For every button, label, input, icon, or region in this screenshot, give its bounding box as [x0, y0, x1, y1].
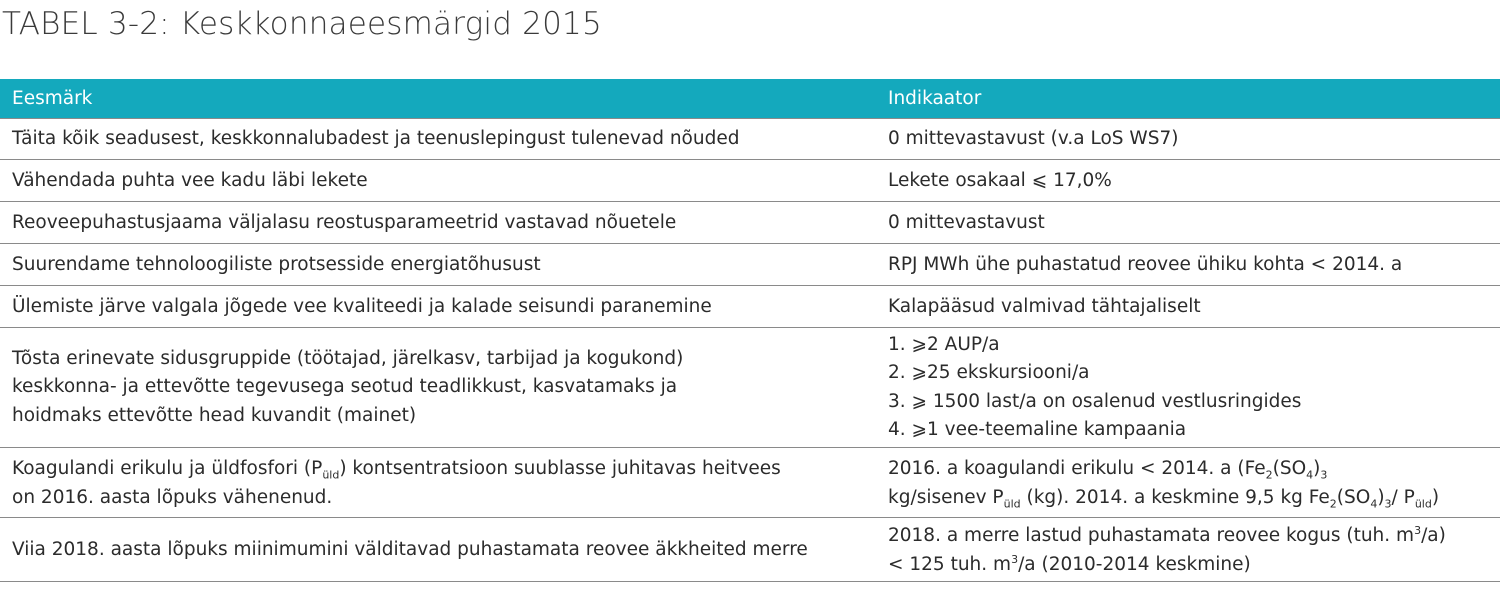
indicator-line [888, 454, 1500, 483]
goal-line: Tõsta erinevate sidusgruppide (töötajad, järelkasv, tarbijad ja kogukond) [12, 347, 684, 369]
indicator-cell: 0 mittevastavust (v.a LoS WS7) [888, 128, 1179, 149]
table-row [0, 202, 1500, 244]
indicator-cell: Lekete osakaal ⩽ 17,0% [888, 169, 1112, 191]
page-title: TABEL 3-2: Keskkonnaeesmärgid 2015 [2, 6, 602, 42]
header-indicator: Indikaator [888, 88, 982, 109]
table-row [0, 119, 1500, 160]
table-header-row [0, 79, 1500, 119]
indicator-line [888, 550, 1500, 579]
subscript: 3 [1320, 468, 1328, 482]
subscript: 2 [1329, 497, 1337, 511]
table-row [0, 244, 1500, 286]
goal-line: on 2016. aasta lõpuks vähenenud. [12, 486, 333, 508]
goal-line [12, 454, 876, 483]
goal-cell: Täita kõik seadusest, keskkonnalubadest ja teenuslepingust tulenevad nõuded [12, 128, 740, 149]
indicator-text: ) [1377, 486, 1385, 508]
goal-cell: Vähendada puhta vee kadu läbi lekete [12, 169, 368, 191]
indicator-line [888, 521, 1500, 550]
goal-cell: Reoveepuhastusjaama väljalasu reostusparameetrid vastavad nõuetele [12, 211, 677, 233]
indicator-cell [876, 331, 1500, 445]
goal-line: hoidmaks ettevõtte head kuvandit (mainet) [12, 404, 417, 426]
subscript: 3 [1384, 497, 1392, 511]
indicator-cell [876, 454, 1500, 512]
superscript: 3 [1011, 552, 1019, 566]
indicator-text: < 125 tuh. m [888, 553, 1012, 575]
indicator-text: 2016. a koagulandi erikulu < 2014. a (Fe [888, 457, 1266, 479]
table-row [0, 286, 1500, 328]
subscript: 2 [1265, 468, 1273, 482]
goal-line: keskkonna- ja ettevõtte tegevusega seotud teadlikkust, kasvatamaks ja [12, 376, 678, 398]
table-row [0, 518, 1500, 582]
goal-cell [0, 345, 876, 431]
superscript: 3 [1414, 523, 1422, 537]
indicator-text: / P [1391, 486, 1415, 508]
goal-text: Koagulandi erikulu ja üldfosfori (P [12, 457, 323, 479]
table-row [0, 328, 1500, 448]
indicator-line: 2. ⩾25 ekskursiooni/a [888, 362, 1090, 383]
indicator-text: /a (2010-2014 keskmine) [1018, 553, 1251, 575]
indicator-line: 1. ⩾2 AUP/a [888, 333, 1000, 355]
indicator-text: (SO [1336, 486, 1371, 508]
indicator-text: (kg). 2014. a keskmine 9,5 kg Fe [1020, 486, 1330, 508]
subscript: üld [322, 468, 340, 482]
goal-cell: Viia 2018. aasta lõpuks miinimumini välditavad puhastamata reovee äkkheited merre [12, 538, 808, 560]
goal-cell: Ülemiste järve valgala jõgede vee kvaliteedi ja kalade seisundi paranemine [12, 295, 712, 317]
indicator-text: 2018. a merre lastud puhastamata reovee kogus (tuh. m [888, 524, 1415, 546]
goal-text: ) kontsentratsioon suublasse juhitavas heitvees [339, 457, 781, 479]
indicator-text: (SO [1272, 457, 1307, 479]
goal-cell [0, 454, 876, 512]
goals-table [0, 79, 1500, 582]
header-goal: Eesmärk [12, 88, 93, 109]
subscript: 4 [1370, 497, 1378, 511]
indicator-line [888, 483, 1500, 512]
table-row [0, 448, 1500, 518]
indicator-line: 4. ⩾1 vee-teemaline kampaania [888, 419, 1187, 440]
subscript: üld [1414, 497, 1432, 511]
indicator-text: /a) [1421, 524, 1446, 546]
indicator-cell: 0 mittevastavust [888, 211, 1045, 233]
subscript: üld [1003, 497, 1021, 511]
indicator-line: 3. ⩾ 1500 last/a on osalenud vestlusringides [888, 390, 1302, 412]
indicator-cell: Kalapääsud valmivad tähtajaliselt [888, 295, 1201, 317]
goal-cell: Suurendame tehnoloogiliste protsesside energiatõhusust [12, 253, 541, 275]
indicator-text: ) [1431, 486, 1440, 508]
indicator-text: ) [1313, 457, 1321, 479]
indicator-cell [876, 521, 1500, 579]
table-row [0, 160, 1500, 202]
indicator-cell: RPJ MWh ühe puhastatud reovee ühiku kohta < 2014. a [888, 253, 1403, 275]
indicator-text: kg/sisenev P [888, 486, 1004, 508]
subscript: 4 [1306, 468, 1314, 482]
